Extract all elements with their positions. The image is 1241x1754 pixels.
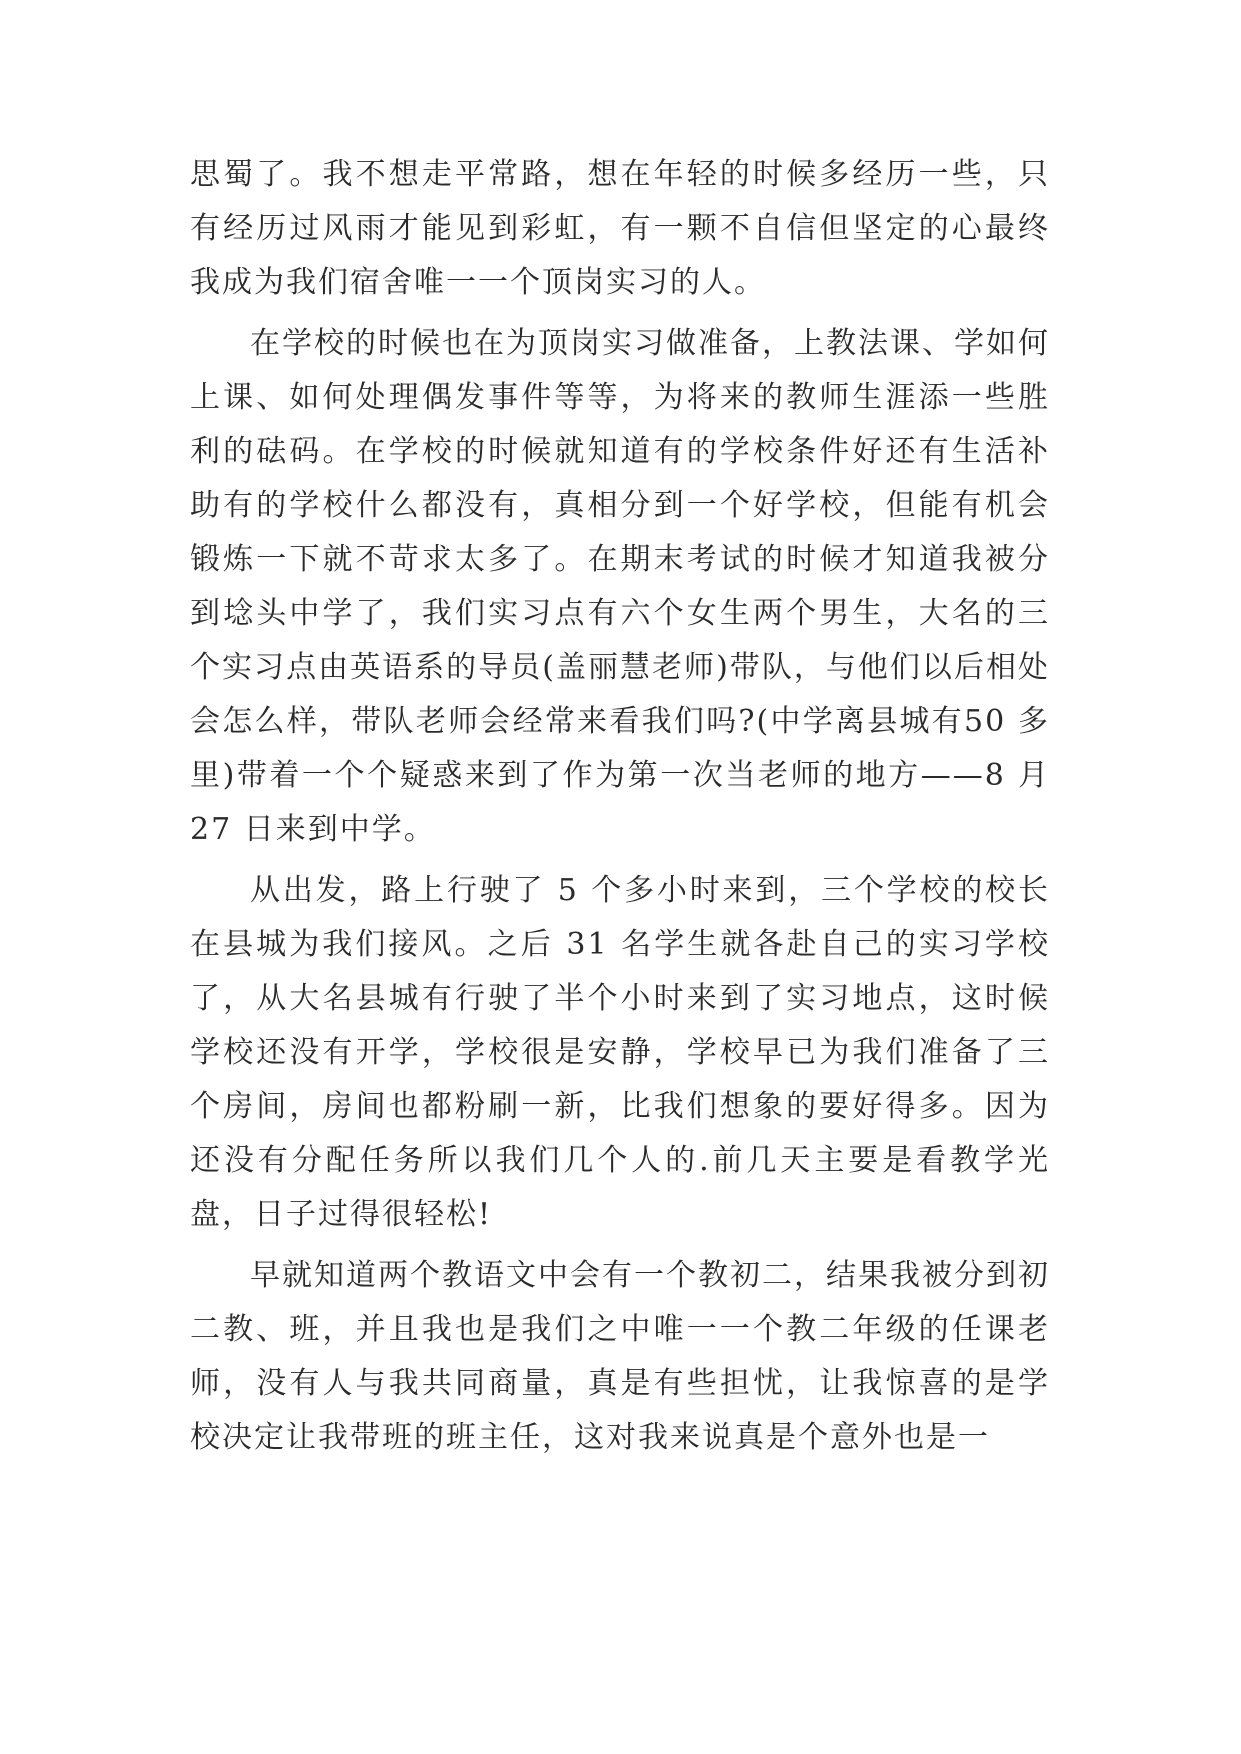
paragraph-1: 思蜀了。我不想走平常路，想在年轻的时候多经历一些，只有经历过风雨才能见到彩虹，有一颗不自信但坚定的心最终我成为我们宿舍唯一一个顶岗实习的人。 [190, 157, 1050, 300]
paragraph-2: 在学校的时候也在为顶岗实习做准备，上教法课、学如何上课、如何处理偶发事件等等，为将来的教师生涯添一些胜利的砝码。在学校的时候就知道有的学校条件好还有生活补助有的学校什么都没有，真相分到一个好学校，但能有机会锻炼一下就不苛求太多了。在期末考试的时候才知道我被分到埝头中学了，我们实习点有六个女生两个男生，大名的三个实习点由英语系的导员(盖丽慧老师)带队，与他们以后相处会怎么样，带队老师会经常来看我们吗?(中学离县城有50 多里)带着一个个疑惑来到了作为第一次当老师的地方——8 月 27 日来到中学。 [190, 326, 1050, 847]
body-text [190, 148, 1050, 1472]
paragraph-3: 从出发，路上行驶了 5 个多小时来到，三个学校的校长在县城为我们接风。之后 31 名学生就各赴自己的实习学校了，从大名县城有行驶了半个小时来到了实习地点，这时候学校还没有开学，学校很是安静，学校早已为我们准备了三个房间，房间也都粉刷一新，比我们想象的要好得多。因为还没有分配任务所以我们几个人的.前几天主要是看教学光盘，日子过得很轻松! [190, 873, 1050, 1232]
paragraph-4: 早就知道两个教语文中会有一个教初二，结果我被分到初二教、班，并且我也是我们之中唯一一个教二年级的任课老师，没有人与我共同商量，真是有些担忧，让我惊喜的是学校决定让我带班的班主任，这对我来说真是个意外也是一 [190, 1258, 1050, 1455]
